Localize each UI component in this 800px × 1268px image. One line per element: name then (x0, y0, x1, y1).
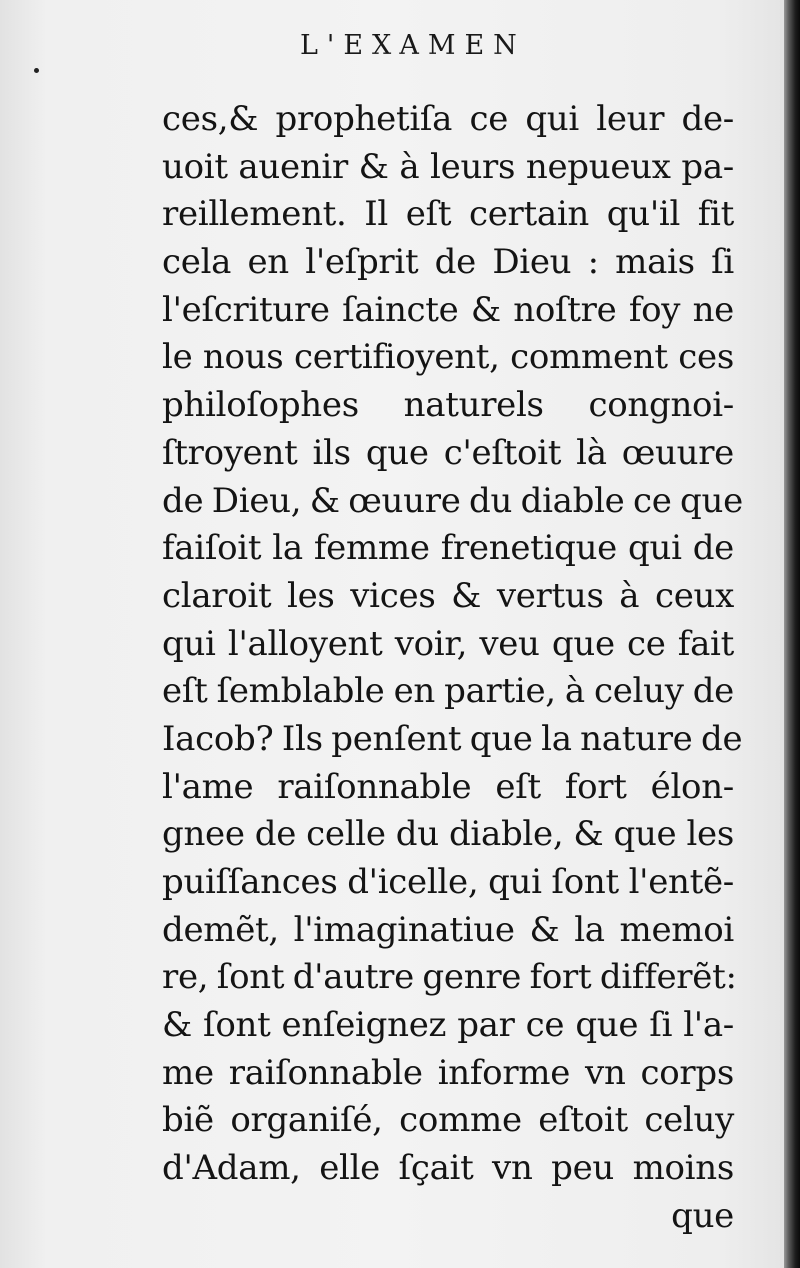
text-line: demẽt, l'imaginatiue & la memoi (162, 909, 734, 950)
text-line: reillement. Il eſt certain qu'il fit (162, 194, 734, 235)
text-line: uoit auenir & à leurs nepueux pa- (162, 146, 734, 187)
text-line: & ſont enſeignez par ce que ſi l'a- (162, 1005, 734, 1046)
ink-speck (34, 68, 39, 73)
text-line: qui l'alloyent voir, veu que ce fait (162, 623, 734, 664)
text-line: eſt ſemblable en partie, à celuy de (162, 671, 734, 712)
text-line: le nous certifioyent, comment ces (162, 337, 734, 378)
text-line: cela en l'eſprit de Dieu : mais ſi (162, 242, 734, 283)
text-line: d'Adam, elle ſçait vn peu moins (162, 1148, 734, 1189)
text-line: me raiſonnable informe vn corps (162, 1052, 734, 1093)
catchword: que (671, 1195, 734, 1236)
running-header: L'EXAMEN (300, 30, 526, 61)
text-line: claroit les vices & vertus à ceux (162, 575, 734, 616)
text-line: Iacob? Ils penſent que la nature de (162, 718, 743, 759)
text-line: biẽ organiſé, comme eſtoit celuy (162, 1100, 734, 1141)
text-line: philoſophes naturels congnoi- (162, 385, 734, 426)
page-edge-shadow (784, 0, 800, 1268)
text-line: puiſſances d'icelle, qui ſont l'entẽ- (162, 862, 734, 902)
text-line: gnee de celle du diable, & que les (162, 814, 734, 855)
text-line: ſtroyent ils que c'eſtoit là œuure (162, 432, 734, 473)
text-line: ces,& prophetiſa ce qui leur de- (162, 99, 734, 139)
text-line: faiſoit la femme frenetique qui de (162, 528, 734, 569)
text-block (162, 96, 743, 1241)
text-line: de Dieu, & œuure du diable ce que (162, 480, 743, 521)
text-line: l'eſcriture ſaincte & noſtre foy ne (162, 289, 734, 330)
text-line: re, ſont d'autre genre fort differẽt: (162, 957, 737, 998)
text-line: l'ame raiſonnable eſt fort élon- (162, 766, 734, 807)
